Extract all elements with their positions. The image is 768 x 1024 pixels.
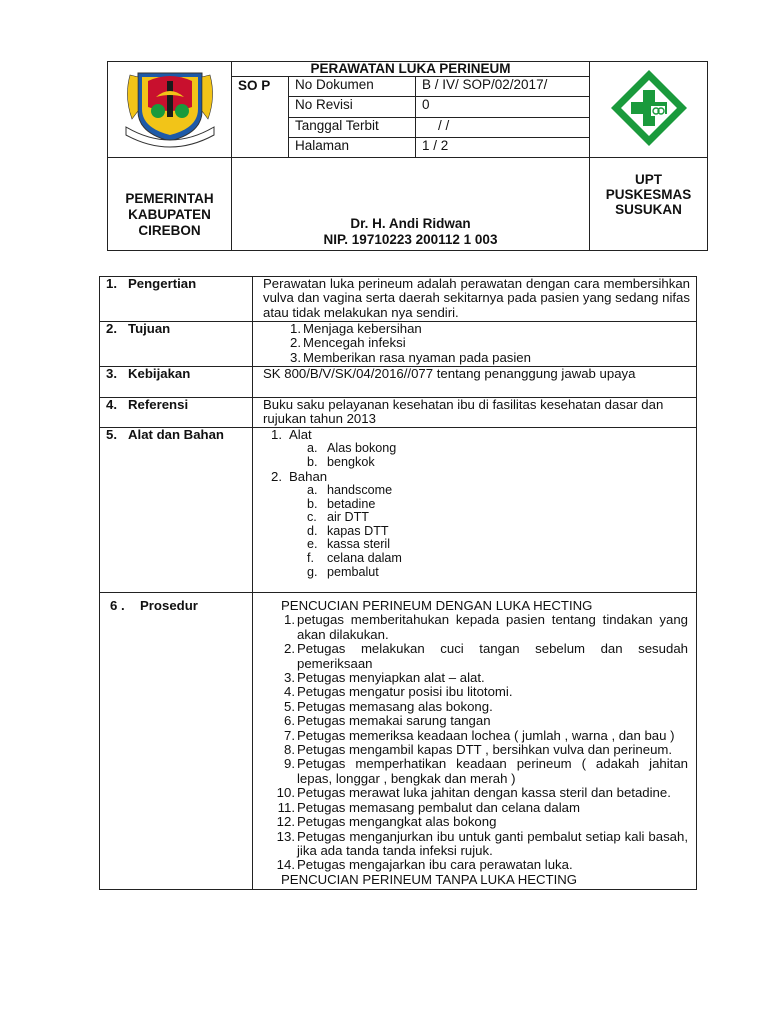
section-row-referensi	[100, 398, 697, 428]
list-item: 1. Menjaga kebersihan	[290, 321, 422, 336]
puskesmas-logo-icon	[607, 66, 691, 150]
section-title: Referensi	[128, 397, 189, 412]
procedure-step: 9. Petugas memperhatikan keadaan perineum ( adakah jahitan lepas, longgar , bengkak dan merah )	[284, 756, 688, 786]
group-label: 2. Bahan	[271, 468, 328, 484]
section-title: Pengertian	[128, 276, 197, 291]
list-item: b. betadine	[307, 496, 376, 511]
section-number: 5.	[106, 427, 117, 442]
meta-value: / /	[416, 117, 590, 137]
puskesmas-line: UPT	[635, 172, 662, 187]
list-item: c. air DTT	[307, 510, 369, 525]
document-title: PERAWATAN LUKA PERINEUM	[232, 62, 589, 77]
puskesmas-logo-cell	[590, 62, 708, 158]
signatory-block	[232, 158, 590, 251]
procedure-heading: PENCUCIAN PERINEUM TANPA LUKA HECTING	[281, 871, 578, 887]
procedure-step: 13. Petugas menganjurkan ibu untuk ganti pembalut setiap kali basah, jika ada tanda tanda infeksi rujuk.	[276, 828, 688, 858]
section-label	[100, 322, 253, 367]
meta-value: 1 / 2	[416, 137, 590, 157]
section-number: 3.	[106, 366, 117, 381]
procedure-step: 14. Petugas mengajarkan ibu cara perawatan luka.	[276, 857, 573, 873]
procedure-step: 7. Petugas memeriksa keadaan lochea ( jumlah , warna , dan bau )	[284, 727, 675, 743]
sop-label: SO P	[232, 77, 289, 158]
section-row-kebijakan	[100, 367, 697, 398]
section-number: 1.	[106, 276, 117, 291]
procedure-step: 3. Petugas menyiapkan alat – alat.	[284, 670, 485, 686]
puskesmas-line: SUSUKAN	[615, 202, 682, 217]
list-item: b. bengkok	[307, 455, 375, 469]
section-title: Alat dan Bahan	[128, 427, 224, 442]
list-item: e. kassa steril	[307, 537, 390, 552]
section-row-prosedur	[100, 593, 697, 890]
group-label: 1. Alat	[271, 427, 312, 442]
section-row-pengertian	[100, 277, 697, 322]
section-number: 4.	[106, 397, 117, 412]
list-item: g. pembalut	[307, 564, 379, 579]
procedure-heading: PENCUCIAN PERINEUM DENGAN LUKA HECTING	[281, 598, 593, 613]
procedure-step: 10. Petugas merawat luka jahitan dengan kassa steril dan betadine.	[276, 785, 671, 801]
section-row-alat-bahan	[100, 428, 697, 593]
section-row-tujuan	[100, 322, 697, 367]
section-label	[100, 428, 253, 593]
section-list	[253, 428, 697, 593]
procedure-step: 11. Petugas memasang pembalut dan celana dalam	[277, 799, 580, 815]
regency-line: KABUPATEN	[128, 207, 211, 222]
procedure-step: 2. Petugas melakukan cuci tangan sebelum dan sesudah pemeriksaan	[284, 641, 688, 671]
meta-key: No Revisi	[289, 97, 416, 117]
procedure-step: 4. Petugas mengatur posisi ibu litotomi.	[284, 684, 513, 700]
regency-crest-cell	[108, 62, 232, 158]
list-item: f. celana dalam	[307, 550, 402, 565]
list-item: a. handscome	[307, 483, 393, 497]
list-item: 3. Memberikan rasa nyaman pada pasien	[290, 349, 531, 365]
meta-value: 0	[416, 97, 590, 117]
regency-line: PEMERINTAH	[125, 191, 214, 206]
meta-key: Tanggal Terbit	[289, 117, 416, 137]
section-label	[100, 398, 253, 428]
signatory-nip: NIP. 19710223 200112 1 003	[323, 232, 498, 247]
section-title: Kebijakan	[128, 366, 191, 381]
section-label	[100, 593, 253, 890]
meta-value: B / IV/ SOP/02/2017/	[416, 77, 590, 97]
meta-key: No Dokumen	[289, 77, 416, 97]
procedure-step: 1. petugas memberitahukan kepada pasien tentang tindakan yang akan dilakukan.	[284, 612, 688, 642]
meta-key: Halaman	[289, 137, 416, 157]
section-title: Tujuan	[128, 321, 171, 336]
procedure-step: 5. Petugas memasang alas bokong.	[284, 698, 493, 714]
list-item: a. Alas bokong	[307, 441, 397, 456]
document-header	[107, 61, 708, 251]
procedure-step: 8. Petugas mengambil kapas DTT , bersihkan vulva dan perineum.	[284, 742, 673, 758]
section-label	[100, 367, 253, 398]
section-label	[100, 277, 253, 322]
section-text: SK 800/B/V/SK/04/2016//077 tentang penanggung jawab upaya	[253, 367, 697, 398]
regency-line: CIREBON	[138, 223, 201, 238]
procedure-step: 12. Petugas mengangkat alas bokong	[276, 814, 497, 830]
puskesmas-name	[590, 158, 708, 251]
list-item: d. kapas DTT	[307, 523, 389, 538]
section-title: Prosedur	[140, 598, 198, 613]
section-text: Perawatan luka perineum adalah perawatan dengan cara membersihkan vulva dan vagina serta daerah sekitarnya pada pasien yang sedang nifas atau tidak melakukan nya sendiri.	[253, 277, 697, 322]
signatory-name: Dr. H. Andi Ridwan	[350, 216, 471, 231]
regency-name	[108, 158, 232, 251]
sop-content-table	[99, 276, 697, 890]
section-list	[253, 322, 697, 367]
procedure-steps	[253, 593, 697, 890]
header-info-cell	[232, 62, 590, 158]
puskesmas-line: PUSKESMAS	[605, 187, 692, 202]
section-number: 6 .	[110, 598, 125, 613]
section-text: Buku saku pelayanan kesehatan ibu di fasilitas kesehatan dasar dan rujukan tahun 2013	[253, 398, 697, 428]
list-item: 2. Mencegah infeksi	[290, 335, 406, 351]
section-number: 2.	[106, 321, 117, 336]
regency-crest-icon	[118, 67, 222, 149]
procedure-step: 6. Petugas memakai sarung tangan	[284, 713, 491, 729]
